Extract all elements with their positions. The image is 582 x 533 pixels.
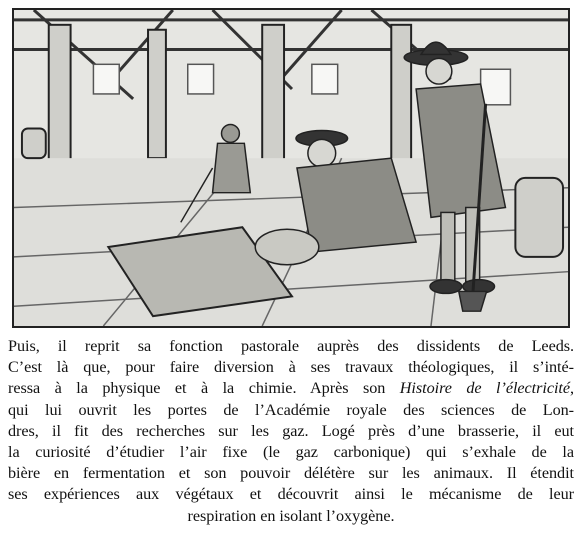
- caption-line: dres, il fit des recherches sur les gaz. Logé près d’une brasserie, il eut: [8, 421, 574, 440]
- caption-paragraph: [8, 336, 574, 527]
- caption-text: ,: [570, 379, 574, 398]
- caption-line: ses expériences aux végétaux et découvrit ainsi le mécanisme de leur: [8, 485, 574, 504]
- caption-text: ressa à la physique et à la chimie. Après son: [8, 379, 400, 398]
- caption-line: qui lui ouvrit les portes de l’Académie royale des sciences de Lon-: [8, 400, 574, 419]
- book-title: Histoire de l’électricité: [399, 379, 570, 398]
- caption-line: respiration en isolant l’oxygène.: [187, 506, 395, 525]
- brewery-scene-drawing: [14, 10, 568, 326]
- caption-line: C’est là que, pour faire diversion à ses travaux théologiques, il s’inté-: [8, 358, 574, 377]
- caption-line: bière en fermentation et son pouvoir délétère sur les animaux. Il étendit: [8, 464, 574, 483]
- caption-line: Puis, il reprit sa fonction pastorale auprès des dissidents de Leeds.: [8, 337, 574, 355]
- caption-line: la curiosité d’étudier l’air fixe (le gaz carbonique) qui s’exhale de la: [8, 443, 574, 462]
- caption-line: [8, 378, 574, 399]
- brewery-illustration: [12, 8, 570, 328]
